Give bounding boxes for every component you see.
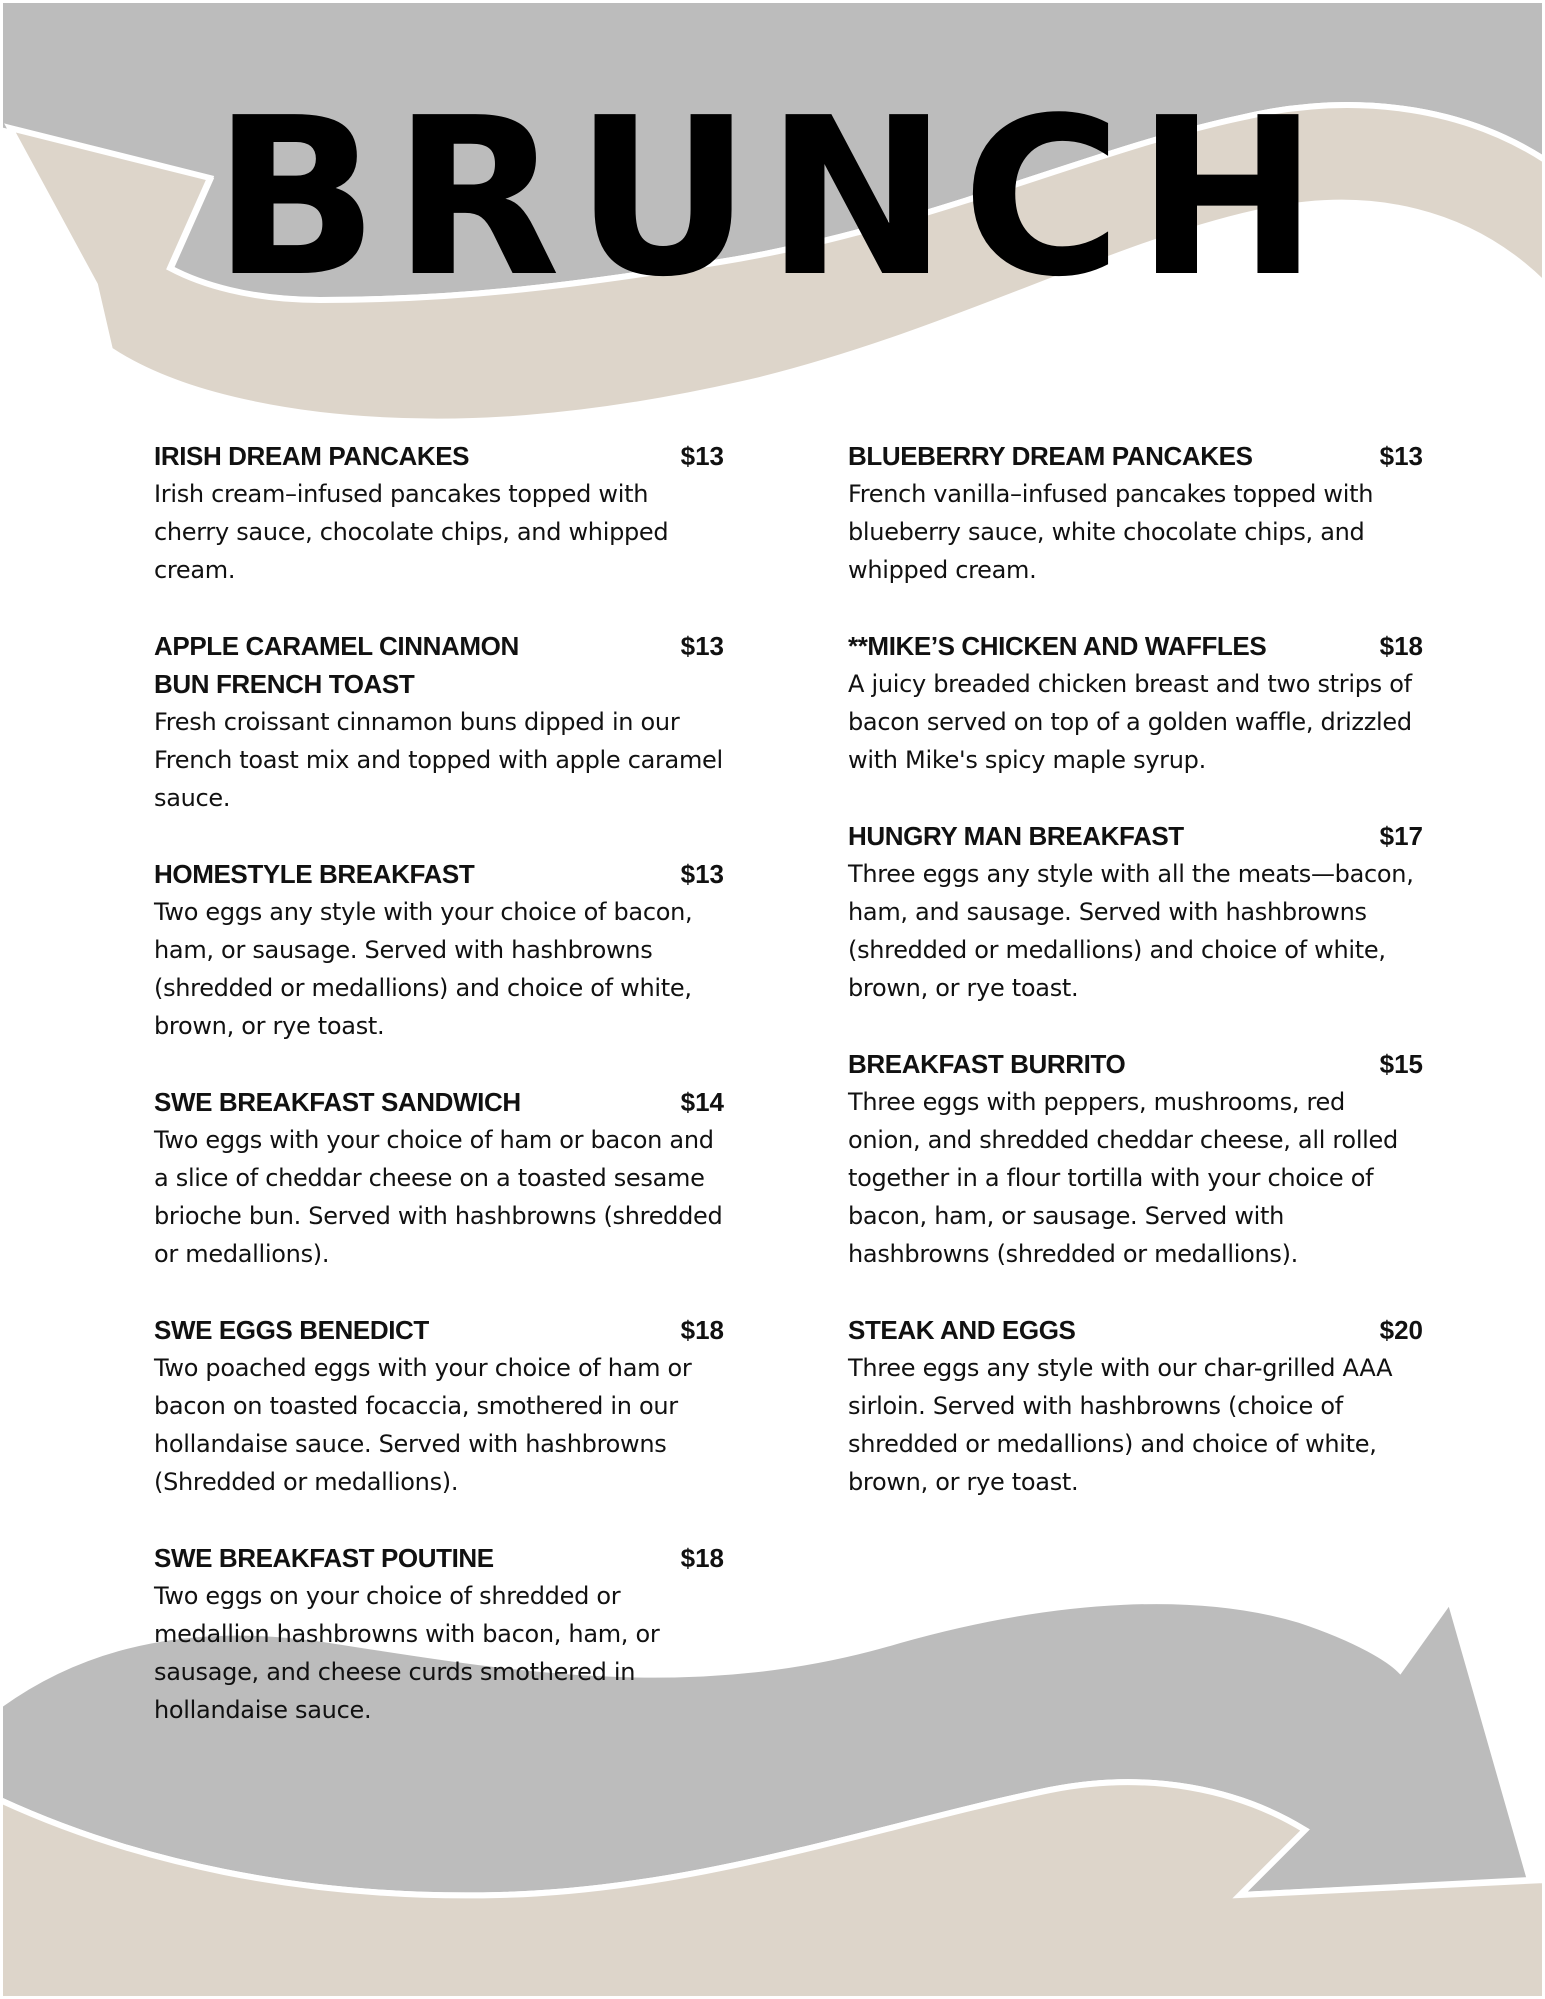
menu-item-price: $14 (680, 1087, 724, 1117)
menu-item (154, 1083, 724, 1273)
menu-item-description: Two eggs any style with your choice of bacon, ham, or sausage. Served with hashbrowns (shredded or medallions) and choice of white, brown, or rye toast. (154, 898, 693, 1040)
menu-item (848, 817, 1423, 1007)
menu-item-name: BREAKFAST BURRITO (848, 1049, 1126, 1079)
menu-item-price: $17 (1379, 821, 1423, 851)
menu-item-name: BLUEBERRY DREAM PANCAKES (848, 441, 1253, 471)
menu-item-description: Two eggs on your choice of shredded or medallion hashbrowns with bacon, ham, or sausage, and cheese curds smothered in hollandaise sauce. (154, 1582, 660, 1724)
menu-item-header (154, 1083, 724, 1121)
menu-item-name: SWE EGGS BENEDICT (154, 1315, 429, 1345)
menu-item-header (848, 1311, 1423, 1349)
menu-item-description: Three eggs with peppers, mushrooms, red onion, and shredded cheddar cheese, all rolled together in a flour tortilla with your choice of bacon, ham, or sausage. Served with hashbrowns (shredded or medallions). (848, 1088, 1398, 1268)
menu-item-price: $18 (1379, 631, 1423, 661)
menu-item-description: A juicy breaded chicken breast and two strips of bacon served on top of a golden waffle, drizzled with Mike's spicy maple syrup. (848, 670, 1412, 774)
menu-item-description: Two eggs with your choice of ham or bacon and a slice of cheddar cheese on a toasted sesame brioche bun. Served with hashbrowns (shredded or medallions). (154, 1126, 723, 1268)
menu-item-price: $13 (680, 441, 724, 471)
menu-item-price: $13 (680, 631, 724, 661)
menu-item-name: STEAK AND EGGS (848, 1315, 1076, 1345)
menu-column-right (848, 437, 1423, 1539)
menu-item-price: $13 (680, 859, 724, 889)
menu-item (154, 1311, 724, 1501)
menu-item-name: APPLE CARAMEL CINNAMON BUN FRENCH TOAST (154, 631, 519, 699)
menu-item-price: $18 (680, 1543, 724, 1573)
menu-item (848, 1311, 1423, 1501)
menu-item-name: HUNGRY MAN BREAKFAST (848, 821, 1184, 851)
menu-item-name: SWE BREAKFAST SANDWICH (154, 1087, 521, 1117)
menu-item-description: Two poached eggs with your choice of ham or bacon on toasted focaccia, smothered in our hollandaise sauce. Served with hashbrowns (Shredded or medallions). (154, 1354, 692, 1496)
menu-item-header (154, 1311, 724, 1349)
menu-item-header (154, 627, 724, 703)
menu-item-header (154, 437, 724, 475)
menu-item-header (848, 437, 1423, 475)
menu-item-price: $18 (680, 1315, 724, 1345)
menu-item-description: Three eggs any style with all the meats—bacon, ham, and sausage. Served with hashbrowns (shredded or medallions) and choice of white, brown, or rye toast. (848, 860, 1414, 1002)
menu-item (154, 627, 724, 817)
menu-item-price: $15 (1379, 1049, 1423, 1079)
menu-item (848, 437, 1423, 589)
menu-item (848, 1045, 1423, 1273)
menu-item-header (848, 1045, 1423, 1083)
menu-item-price: $13 (1379, 441, 1423, 471)
menu-item-header (154, 1539, 724, 1577)
menu-item-description: Three eggs any style with our char-grilled AAA sirloin. Served with hashbrowns (choice of shredded or medallions) and choice of white, brown, or rye toast. (848, 1354, 1393, 1496)
menu-item-header (848, 627, 1423, 665)
menu-item (154, 437, 724, 589)
menu-item (154, 1539, 724, 1729)
menu-item-price: $20 (1379, 1315, 1423, 1345)
menu-item-name: HOMESTYLE BREAKFAST (154, 859, 475, 889)
menu-item-name: IRISH DREAM PANCAKES (154, 441, 470, 471)
menu-title: BRUNCH (212, 72, 1333, 325)
menu-item-description: French vanilla–infused pancakes topped with blueberry sauce, white chocolate chips, and whipped cream. (848, 480, 1374, 584)
menu-item-header (848, 817, 1423, 855)
menu-item-description: Fresh croissant cinnamon buns dipped in our French toast mix and topped with apple caramel sauce. (154, 708, 723, 812)
menu-item-name: SWE BREAKFAST POUTINE (154, 1543, 494, 1573)
menu-item (848, 627, 1423, 779)
menu-column-left (154, 437, 724, 1767)
menu-item-header (154, 855, 724, 893)
menu-item-description: Irish cream–infused pancakes topped with cherry sauce, chocolate chips, and whipped cream. (154, 480, 669, 584)
menu-item (154, 855, 724, 1045)
menu-item-name: **MIKE’S CHICKEN AND WAFFLES (848, 631, 1267, 661)
